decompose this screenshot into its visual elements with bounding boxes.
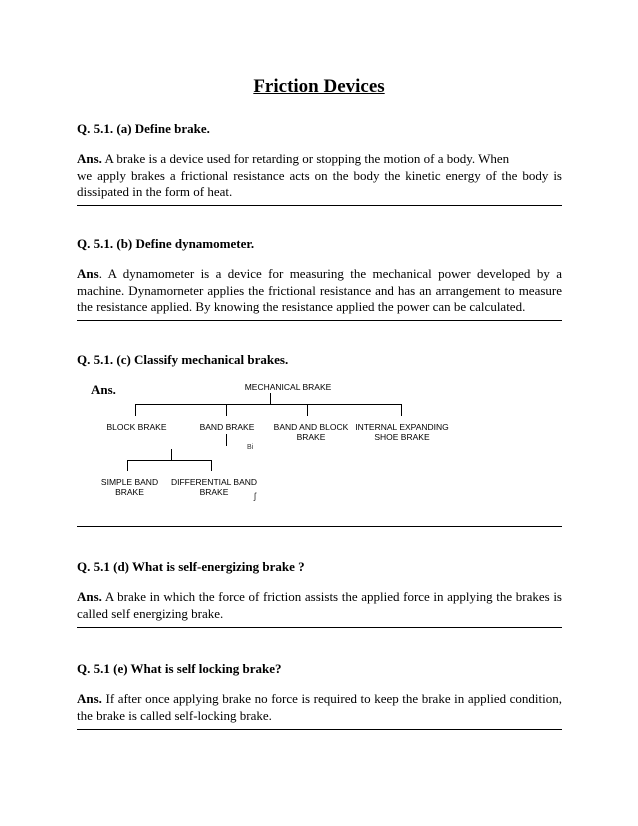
answer-a-text1: A brake is a device used for retarding or stopping the motion of a body. When (101, 151, 510, 166)
classification-diagram (80, 376, 480, 506)
answer-label: Ans. (77, 151, 102, 166)
diagram-node-band-and-block-brake: BAND AND BLOCK BRAKE (273, 422, 349, 442)
question-b: Q. 5.1. (b) Define dynamometer. (77, 236, 255, 251)
connector (226, 404, 227, 416)
diagram-node-simple-band-brake: SIMPLE BAND BRAKE (100, 477, 159, 497)
divider (77, 320, 562, 321)
connector (135, 404, 136, 416)
answer-b-text: . A dynamometer is a device for measuring the mechanical power developed by a machine. Dynamorneter applies the frictional resistance and has an arrangement to measure the resistance applied. By knowing the resistance applied the power can be calculated. (77, 266, 562, 314)
answer-b (77, 266, 562, 316)
divider (77, 729, 562, 730)
answer-d-text: A brake in which the force of friction assists the applied force in applying the brakes is called self energizing brake. (77, 589, 562, 621)
connector (307, 404, 308, 416)
question-a: Q. 5.1. (a) Define brake. (77, 121, 210, 136)
answer-label: Ans (77, 266, 99, 281)
answer-a-text2: we apply brakes a frictional resistance acts on the body the kinetic energy of the body is dissipated in the form of heat. (77, 167, 562, 199)
answer-label: Ans. (77, 691, 102, 706)
connector (135, 404, 402, 405)
answer-label: Ans. (77, 589, 102, 604)
answer-e-text: If after once applying brake no force is required to keep the brake in applied condition, the brake is called self-locking brake. (77, 691, 562, 723)
answer-c-label: Ans. (91, 382, 116, 397)
connector (401, 404, 402, 416)
stray-mark: ʃ (254, 491, 256, 501)
question-c: Q. 5.1. (c) Classify mechanical brakes. (77, 352, 289, 367)
answer-a-line1 (77, 151, 562, 168)
divider (77, 627, 562, 628)
answer-d (77, 589, 562, 622)
answer-a (77, 151, 562, 201)
page-title: Friction Devices (253, 76, 385, 97)
stray-mark: Bi (247, 444, 254, 451)
diagram-node-band-brake: BAND BRAKE (199, 422, 255, 432)
question-e: Q. 5.1 (e) What is self locking brake? (77, 661, 282, 676)
diagram-node-differential-band-brake: DIFFERENTIAL BAND BRAKE (170, 477, 258, 497)
diagram-node-internal-expanding-shoe-brake: INTERNAL EXPANDING SHOE BRAKE (355, 422, 449, 442)
divider (77, 205, 562, 206)
answer-e (77, 691, 562, 724)
diagram-node-block-brake: BLOCK BRAKE (106, 422, 167, 432)
diagram-root: MECHANICAL BRAKE (244, 382, 332, 392)
question-d: Q. 5.1 (d) What is self-energizing brake ? (77, 559, 305, 574)
divider (77, 526, 562, 527)
connector (226, 434, 227, 446)
connector (127, 460, 128, 471)
connector (211, 460, 212, 471)
connector (127, 460, 212, 461)
